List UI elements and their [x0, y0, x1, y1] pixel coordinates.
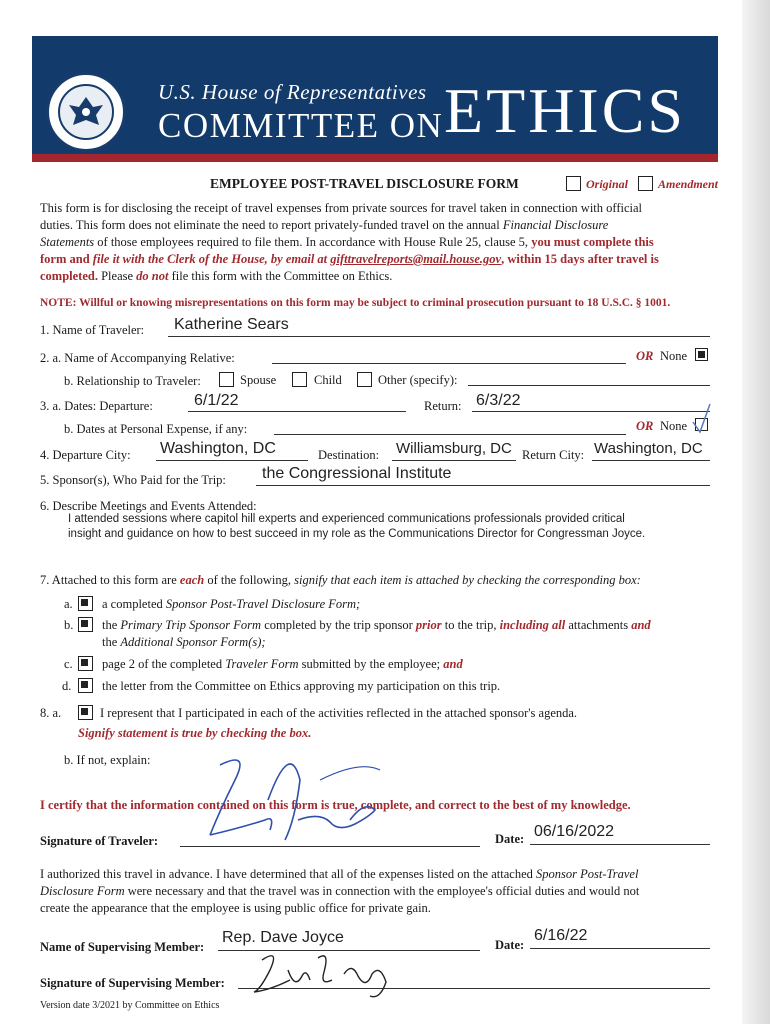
attachments-intro: 7. Attached to this form are each of the following, signify that each item is attached by checking the corresponding box: [40, 573, 641, 587]
banner-red-stripe [32, 154, 718, 162]
departure-city-line [156, 460, 308, 461]
return-city-line [592, 460, 710, 461]
original-label: Original [586, 177, 629, 191]
dates-departure-label: 3. a. Dates: Departure: [40, 399, 153, 413]
intro-line-5: completed. Please do not file this form with the Committee on Ethics. [40, 269, 393, 283]
supervisor-signature-image [240, 940, 410, 1010]
explain-label: b. If not, explain: [64, 753, 151, 767]
certify-statement: I certify that the information contained on this form is true, complete, and correct to the best of my knowledge. [40, 798, 631, 812]
traveler-date-line [530, 844, 710, 845]
version-footer: Version date 3/2021 by Committee on Ethics [40, 1000, 220, 1011]
relationship-label: b. Relationship to Traveler: [64, 374, 201, 388]
personal-none-label: None [660, 419, 688, 433]
destination-label: Destination: [318, 448, 380, 462]
intro-line-1: This form is for disclosing the receipt of travel expenses from private sources for travel taken in connection with official [40, 201, 643, 215]
banner-subtitle: U.S. House of Representatives [158, 80, 427, 104]
signify-instruction: Signify statement is true by checking the box. [78, 726, 312, 740]
attach-a-text: a completed Sponsor Post-Travel Disclosure Form; [102, 597, 361, 611]
attach-d-letter: d. [62, 679, 72, 693]
attach-c-checkbox[interactable] [78, 656, 93, 671]
house-seal-icon [46, 72, 126, 152]
banner-title-left: COMMITTEE ON [158, 106, 444, 145]
original-checkbox[interactable] [566, 176, 581, 191]
supervisor-date-value[interactable]: 6/16/22 [534, 927, 588, 944]
traveler-date-label: Date: [495, 832, 525, 846]
return-label: Return: [424, 399, 462, 413]
personal-none-check-mark [690, 402, 714, 436]
attach-c-letter: c. [64, 657, 73, 671]
attach-d-text: the letter from the Committee on Ethics approving my participation on this trip. [102, 679, 501, 693]
intro-line-3: Statements of those employees required to file them. In accordance with House Rule 25, clause 5, you must complete this [40, 235, 654, 249]
authorization-line-2: Disclosure Form were necessary and that the travel was in connection with the employee's official duties and would not [40, 884, 640, 898]
relative-or-label: OR [636, 349, 654, 363]
child-label: Child [314, 373, 342, 387]
return-city-label: Return City: [522, 448, 585, 462]
departure-date-value[interactable]: 6/1/22 [194, 392, 239, 409]
sponsor-line [256, 485, 710, 486]
other-label: Other (specify): [378, 373, 458, 387]
supervisor-date-line [530, 948, 710, 949]
intro-line-4: form and file it with the Clerk of the House, by email at gifttravelreports@mail.house.gov, within 15 days after travel is [40, 252, 659, 266]
spouse-label: Spouse [240, 373, 277, 387]
note-text: NOTE: Willful or knowing misrepresentations on this form may be subject to criminal prosecution pursuant to 18 U.S.C. § 1001. [40, 297, 671, 309]
supervising-member-name-label: Name of Supervising Member: [40, 940, 205, 954]
meetings-label: 6. Describe Meetings and Events Attended: [40, 499, 257, 513]
traveler-date-value[interactable]: 06/16/2022 [534, 823, 615, 840]
attach-a-checkbox[interactable] [78, 596, 93, 611]
amendment-label: Amendment [658, 177, 719, 191]
traveler-name-label: 1. Name of Traveler: [40, 323, 145, 337]
departure-line [188, 411, 406, 412]
sponsor-label: 5. Sponsor(s), Who Paid for the Trip: [40, 473, 226, 487]
return-line [472, 411, 710, 412]
sponsor-value[interactable]: the Congressional Institute [262, 465, 452, 482]
destination-line [392, 460, 516, 461]
personal-expense-line[interactable] [274, 434, 626, 435]
participation-text: I represent that I participated in each of the activities reflected in the attached sponsor's agenda. [100, 706, 578, 720]
attach-c-text: page 2 of the completed Traveler Form submitted by the employee; and [102, 657, 463, 671]
amendment-checkbox[interactable] [638, 176, 653, 191]
attach-b-text-2: the Additional Sponsor Form(s); [102, 635, 266, 649]
attach-d-checkbox[interactable] [78, 678, 93, 693]
meetings-text-line-2[interactable]: insight and guidance on how to best succeed in my role as the Communications Director for Congressman Joyce. [68, 528, 646, 540]
personal-expense-label: b. Dates at Personal Expense, if any: [64, 422, 248, 436]
traveler-signature-image [180, 740, 420, 870]
page-edge-shadow [742, 0, 770, 1024]
departure-city-label: 4. Departure City: [40, 448, 131, 462]
supervising-member-name-value[interactable]: Rep. Dave Joyce [222, 929, 344, 946]
child-checkbox[interactable] [292, 372, 307, 387]
traveler-name-value[interactable]: Katherine Sears [174, 316, 289, 333]
authorization-line-3: create the appearance that the employee is using public office for private gain. [40, 901, 431, 915]
participation-checkbox[interactable] [78, 705, 93, 720]
attach-b-checkbox[interactable] [78, 617, 93, 632]
other-specify-line[interactable] [468, 385, 710, 386]
other-checkbox[interactable] [357, 372, 372, 387]
meetings-text-line-1[interactable]: I attended sessions where capitol hill experts and experienced communications professionals provided critical [68, 513, 625, 525]
relative-name-label: 2. a. Name of Accompanying Relative: [40, 351, 235, 365]
supervisor-date-label: Date: [495, 938, 525, 952]
departure-city-value[interactable]: Washington, DC [160, 440, 276, 457]
relative-none-checkbox[interactable] [695, 348, 708, 361]
supervising-member-signature-label: Signature of Supervising Member: [40, 976, 225, 990]
personal-or-label: OR [636, 419, 654, 433]
clerk-email-link[interactable]: gifttravelreports@mail.house.gov [330, 252, 502, 266]
participation-letter: 8. a. [40, 706, 62, 720]
attach-b-text: the Primary Trip Sponsor Form completed by the trip sponsor prior to the trip, including all attachments and [102, 618, 651, 632]
intro-line-2: duties. This form does not eliminate the need to report privately-funded travel on the annual Financial Disclosure [40, 218, 609, 232]
relative-none-label: None [660, 349, 688, 363]
return-date-value[interactable]: 6/3/22 [476, 392, 521, 409]
return-city-value[interactable]: Washington, DC [594, 440, 703, 457]
authorization-line-1: I authorized this travel in advance. I have determined that all of the expenses listed on the attached Sponsor Post-Travel [40, 867, 639, 881]
traveler-name-line [168, 336, 710, 337]
attach-b-letter: b. [64, 618, 74, 632]
relative-name-line[interactable] [272, 363, 626, 364]
spouse-checkbox[interactable] [219, 372, 234, 387]
destination-value[interactable]: Williamsburg, DC [396, 440, 512, 457]
banner-title-right: ETHICS [444, 75, 686, 146]
traveler-signature-label: Signature of Traveler: [40, 834, 159, 848]
form-title: EMPLOYEE POST-TRAVEL DISCLOSURE FORM [210, 176, 519, 191]
attach-a-letter: a. [64, 597, 73, 611]
